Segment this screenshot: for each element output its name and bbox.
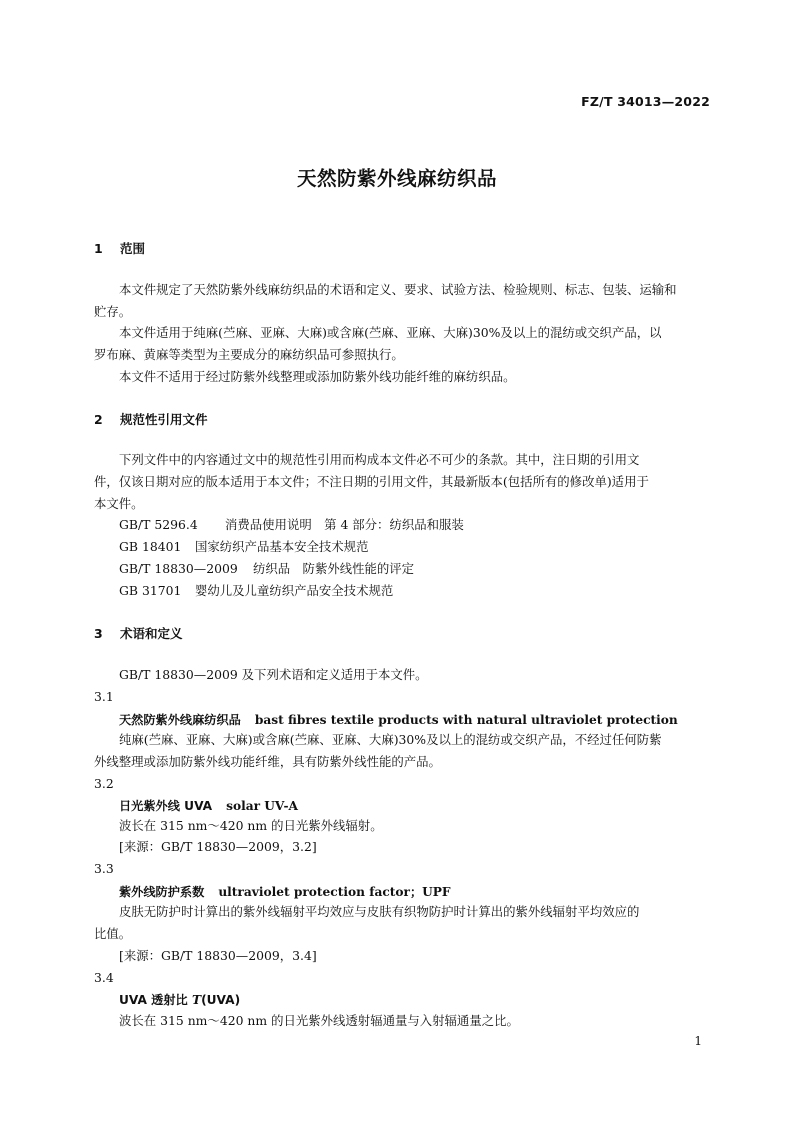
term-definition-continuation: 比值。 <box>94 926 132 941</box>
section-number: 3 <box>94 626 103 641</box>
standard-number: FZ/T 34013—2022 <box>581 94 710 109</box>
paragraph: 本文件适用于纯麻(苎麻、亚麻、大麻)或含麻(苎麻、亚麻、大麻)30%及以上的混纺或交织产品，以 <box>119 325 662 340</box>
section-number: 2 <box>94 412 103 427</box>
term-source: [来源：GB/T 18830—2009，3.4] <box>119 948 317 963</box>
reference-code: GB 31701 <box>119 583 182 598</box>
term-english: solar UV-A <box>226 799 299 813</box>
term-heading <box>119 711 678 728</box>
reference-code: GB/T 18830—2009 <box>119 561 238 576</box>
term-chinese: 天然防紫外线麻纺织品 <box>119 713 241 727</box>
term-definition: 波长在 315 nm～420 nm 的日光紫外线透射辐通量与入射辐通量之比。 <box>119 1013 519 1028</box>
section-title: 术语和定义 <box>120 626 183 641</box>
section-title: 规范性引用文件 <box>120 412 208 427</box>
term-heading <box>119 991 240 1008</box>
page-number: 1 <box>694 1034 702 1048</box>
term-chinese: 日光紫外线 UVA <box>119 799 213 813</box>
section-1-heading <box>94 239 145 257</box>
section-3-heading <box>94 624 183 642</box>
term-heading <box>119 883 451 900</box>
term-definition: 皮肤无防护时计算出的紫外线辐射平均效应与皮肤有织物防护时计算出的紫外线辐射平均效应的 <box>119 904 640 919</box>
paragraph: 下列文件中的内容通过文中的规范性引用而构成本文件必不可少的条款。其中，注日期的引用文 <box>119 452 640 467</box>
reference-title: 婴幼儿及儿童纺织产品安全技术规范 <box>195 583 394 598</box>
reference-title: 纺织品 防紫外线性能的评定 <box>253 561 415 576</box>
term-heading <box>119 797 298 814</box>
paragraph-continuation: 本文件。 <box>94 496 144 511</box>
paragraph-continuation: 件，仅该日期对应的版本适用于本文件；不注日期的引用文件，其最新版本(包括所有的修改单)适用于 <box>94 474 649 489</box>
reference-item <box>119 558 414 580</box>
term-definition-continuation: 外线整理或添加防紫外线功能纤维，具有防紫外线性能的产品。 <box>94 754 441 769</box>
section-title: 范围 <box>120 241 146 256</box>
reference-title: 消费品使用说明 第 4 部分：纺织品和服装 <box>225 517 464 532</box>
reference-item <box>119 580 393 602</box>
section-number: 1 <box>94 241 103 256</box>
term-number: 3.3 <box>94 861 114 876</box>
term-chinese-prefix: UVA 透射比 <box>119 993 192 1007</box>
term-symbol: T <box>191 993 202 1007</box>
paragraph: GB/T 18830—2009 及下列术语和定义适用于本文件。 <box>119 667 428 682</box>
paragraph: 本文件规定了天然防紫外线麻纺织品的术语和定义、要求、试验方法、检验规则、标志、包装、运输和 <box>119 282 677 297</box>
term-number: 3.4 <box>94 970 114 985</box>
term-definition: 纯麻(苎麻、亚麻、大麻)或含麻(苎麻、亚麻、大麻)30%及以上的混纺或交织产品，不经过任何防紫 <box>119 732 662 747</box>
section-2-heading <box>94 410 208 428</box>
reference-item <box>119 536 368 558</box>
term-definition: 波长在 315 nm～420 nm 的日光紫外线辐射。 <box>119 818 383 833</box>
paragraph-continuation: 罗布麻、黄麻等类型为主要成分的麻纺织品可参照执行。 <box>94 347 404 362</box>
paragraph: 本文件不适用于经过防紫外线整理或添加防紫外线功能纤维的麻纺织品。 <box>119 369 516 384</box>
term-number: 3.1 <box>94 689 114 704</box>
term-chinese-suffix: (UVA) <box>201 993 241 1007</box>
term-english: ultraviolet protection factor；UPF <box>218 885 451 899</box>
reference-code: GB 18401 <box>119 539 182 554</box>
term-source: [来源：GB/T 18830—2009，3.2] <box>119 839 317 854</box>
term-chinese: 紫外线防护系数 <box>119 885 205 899</box>
term-english: bast fibres textile products with natural ultraviolet protection <box>254 713 678 727</box>
document-title: 天然防紫外线麻纺织品 <box>296 167 497 190</box>
reference-code: GB/T 5296.4 <box>119 517 198 532</box>
term-number: 3.2 <box>94 776 114 791</box>
paragraph-continuation: 贮存。 <box>94 304 132 319</box>
reference-item <box>119 514 464 536</box>
reference-title: 国家纺织产品基本安全技术规范 <box>195 539 369 554</box>
